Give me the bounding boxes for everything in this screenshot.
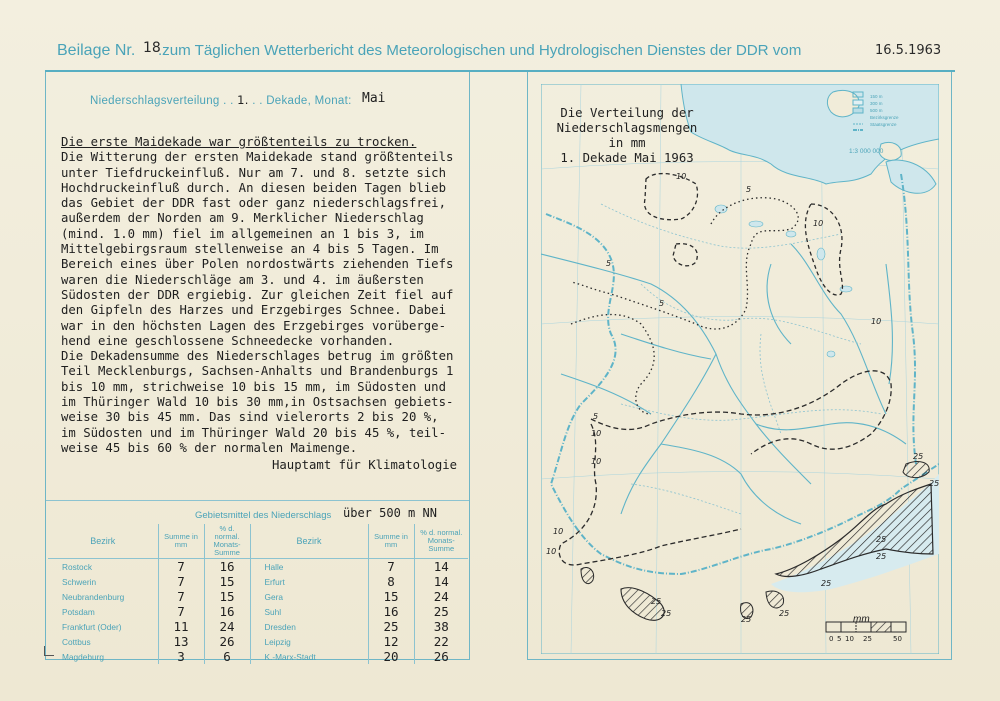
table-row (48, 649, 468, 664)
svg-text:25: 25 (876, 535, 887, 544)
subheader-month: Mai (362, 91, 386, 106)
district-name: Cottbus (62, 636, 91, 647)
report-line: bis 10 mm, strichweise 10 bis 15 mm, im Südosten und (61, 379, 446, 394)
map-title-line: Die Verteilung der (560, 106, 694, 120)
svg-text:25: 25 (741, 615, 752, 624)
district-name: Halle (250, 559, 368, 575)
report-line: Hochdruckeinfluß durch. An diesen beiden Tagen blieb (61, 180, 446, 195)
header-percent: % d. normal. Monats-Summe (204, 524, 250, 559)
table-separator (46, 500, 469, 501)
svg-text:25: 25 (651, 597, 662, 606)
precip-sum: 8 (368, 574, 414, 589)
precip-sum: 7 (158, 604, 204, 619)
table-row (48, 589, 468, 604)
header-number: 18 (143, 40, 161, 56)
map-title-line: in mm (608, 136, 646, 150)
report-line: Bereich eines über Polen nordostwärts ziehenden Tiefs (61, 257, 454, 272)
precip-sum: 20 (368, 649, 414, 664)
report-line: war in den höchsten Lagen des Erzgebirges vorüberge- (61, 318, 446, 333)
table-header-row (48, 524, 468, 559)
precip-sum: 12 (368, 634, 414, 649)
lagoon (886, 160, 936, 193)
report-line: im Südosten und im Thüringer Wald 20 bis 45 %, teil- (61, 425, 446, 440)
table-body (48, 559, 468, 665)
isohyet-labels (546, 172, 939, 624)
subheader-label: Niederschlagsverteilung (90, 95, 220, 107)
report-line: außerdem der Norden am 9. Merklicher Niederschlag (61, 211, 424, 226)
precip-sum: 7 (368, 559, 414, 575)
svg-text:10: 10 (845, 635, 854, 643)
svg-text:25: 25 (821, 579, 832, 588)
precip-percent: 14 (414, 574, 468, 589)
report-line: unter Tiefdruckeinfluß. Nur am 7. und 8. setzte sich (61, 165, 446, 180)
district-name: Rostock (62, 561, 92, 572)
precip-percent: 16 (204, 559, 250, 575)
map-title (556, 106, 698, 166)
precipitation-map (541, 84, 939, 654)
svg-text:10: 10 (813, 219, 824, 228)
report-line: weise 45 bis 60 % der normalen Maimenge. (61, 440, 358, 455)
precip-sum: 7 (158, 574, 204, 589)
header-bezirk: Bezirk (48, 524, 158, 559)
precip-percent: 24 (414, 589, 468, 604)
svg-text:5: 5 (746, 185, 752, 194)
subheader-middle: Dekade, Monat: (266, 95, 352, 107)
svg-text:10: 10 (871, 317, 882, 326)
precip-percent: 14 (414, 559, 468, 575)
report-line: weise 30 bis 45 mm. Das sind vielerorts 2 bis 20 %, (61, 410, 439, 425)
legend-unit: mm (853, 614, 870, 625)
district-name: Frankfurt (Oder) (62, 621, 122, 632)
svg-text:10: 10 (591, 457, 602, 466)
table-row (48, 634, 468, 649)
report-line: im Thüringer Wald 10 bis 30 mm,in Ostsachsen gebiets- (61, 395, 454, 410)
precip-sum: 11 (158, 619, 204, 634)
lakes (715, 205, 852, 357)
isohyet-10-small (673, 244, 697, 266)
svg-text:25: 25 (913, 452, 924, 461)
crop-mark (44, 646, 45, 656)
district-name: Suhl (250, 604, 368, 619)
svg-text:5: 5 (606, 259, 612, 268)
district-name: K.-Marx-Stadt (250, 649, 368, 664)
isohyet-10-southwest (559, 424, 741, 565)
table-row (48, 559, 468, 575)
table-caption-addition: über 500 m NN (343, 506, 437, 520)
precip-sum: 7 (158, 559, 204, 575)
table-row (48, 604, 468, 619)
header-bezirk-2: Bezirk (250, 524, 368, 559)
district-name: Magdeburg (62, 651, 104, 662)
report-title: Die erste Maidekade war größtenteils zu trocken. (61, 135, 417, 149)
precip-percent: 26 (414, 649, 468, 664)
legend-label: 300 m (870, 101, 883, 106)
svg-text:50: 50 (893, 635, 902, 643)
legend-label: Bezirksgrenze (870, 115, 899, 120)
report-line: Mittelgebirgsraum stellenweise an 4 bis 5 Tagen. Im (61, 242, 439, 257)
precip-sum: 13 (158, 634, 204, 649)
svg-text:25: 25 (929, 479, 939, 488)
header-prefix: Beilage Nr. (57, 42, 136, 59)
map-title-line: 1. Dekade Mai 1963 (560, 151, 694, 165)
svg-text:25: 25 (876, 552, 887, 561)
report-line: Südosten der DDR ergiebig. Zur gleichen Zeit fiel auf (61, 287, 454, 302)
district-name: Leipzig (250, 634, 368, 649)
svg-text:5: 5 (837, 635, 842, 643)
legend-label: Staatsgrenze (870, 122, 897, 127)
district-name: Schwerin (62, 576, 97, 587)
report-line: den Gipfeln des Harzes und Erzgebirges Schnee. Dabei (61, 303, 446, 318)
precip-sum: 25 (368, 619, 414, 634)
svg-text:25: 25 (661, 609, 672, 618)
header-date: 16.5.1963 (875, 43, 942, 58)
district-name: Potsdam (62, 606, 95, 617)
map-scale: 1:3 000 000 (849, 148, 884, 155)
report-line: Die Witterung der ersten Maidekade stand größtenteils (61, 150, 454, 165)
header-summe-2: Summe in mm (368, 524, 414, 559)
svg-text:0: 0 (829, 635, 834, 643)
report-line: hend eine geschlossene Schneedecke vorhanden. (61, 333, 395, 348)
report-line: das Gebiet der DDR fast oder ganz niederschlagsfrei, (61, 196, 446, 211)
header-percent-2: % d. normal. Monats-Summe (414, 524, 468, 559)
svg-text:5: 5 (593, 412, 599, 421)
district-name: Dresden (250, 619, 368, 634)
precip-percent: 22 (414, 634, 468, 649)
svg-text:10: 10 (676, 172, 687, 181)
report-line: (mind. 1.0 mm) fiel im allgemeinen an 1 bis 3, im (61, 226, 424, 241)
svg-text:5: 5 (659, 299, 665, 308)
svg-text:25: 25 (863, 635, 872, 643)
precip-percent: 15 (204, 589, 250, 604)
report-line: Teil Mecklenburgs, Sachsen-Anhalts und Brandenburgs 1 (61, 364, 454, 379)
report-body (61, 150, 461, 456)
report-line: waren die Niederschläge am 3. und 4. im äußersten (61, 272, 424, 287)
legend-label: 150 m (870, 94, 883, 99)
header-summe: Summe in mm (158, 524, 204, 559)
table-row (48, 574, 468, 589)
district-precipitation-table (48, 524, 468, 664)
district-name: Neubrandenburg (62, 591, 125, 602)
svg-text:10: 10 (546, 547, 557, 556)
district-name: Erfurt (250, 574, 368, 589)
precip-percent: 25 (414, 604, 468, 619)
map-title-line: Niederschlagsmengen (556, 121, 698, 135)
precip-legend (826, 622, 906, 643)
precip-percent: 16 (204, 604, 250, 619)
legend-label: 500 m (870, 108, 883, 113)
svg-text:10: 10 (553, 527, 564, 536)
precip-percent: 38 (414, 619, 468, 634)
svg-text:10: 10 (591, 429, 602, 438)
precipitation-subheader: Niederschlagsverteilung . . 1. . . Dekade, Monat: (90, 93, 352, 107)
precip-percent: 24 (204, 619, 250, 634)
isohyet-10-north (644, 174, 697, 220)
report-signoff: Hauptamt für Klimatologie (272, 458, 458, 472)
precip-sum: 7 (158, 589, 204, 604)
header-title: .zum Täglichen Wetterbericht des Meteorologischen und Hydrologischen Dienstes der DDR vom (158, 42, 802, 59)
report-line: Die Dekadensumme des Niederschlages betrug im größten (61, 349, 454, 364)
table-row (48, 619, 468, 634)
precip-percent: 26 (204, 634, 250, 649)
precip-sum: 16 (368, 604, 414, 619)
table-caption: Gebietsmittel des Niederschlags (195, 510, 332, 521)
subheader-decade: 1. (237, 93, 249, 107)
svg-text:25: 25 (779, 609, 790, 618)
precip-percent: 6 (204, 649, 250, 664)
district-name: Gera (250, 589, 368, 604)
precip-sum: 15 (368, 589, 414, 604)
precip-percent: 15 (204, 574, 250, 589)
report-text (61, 135, 461, 456)
crop-mark (44, 655, 54, 656)
elevation-legend-labels (870, 93, 899, 128)
precip-sum: 3 (158, 649, 204, 664)
